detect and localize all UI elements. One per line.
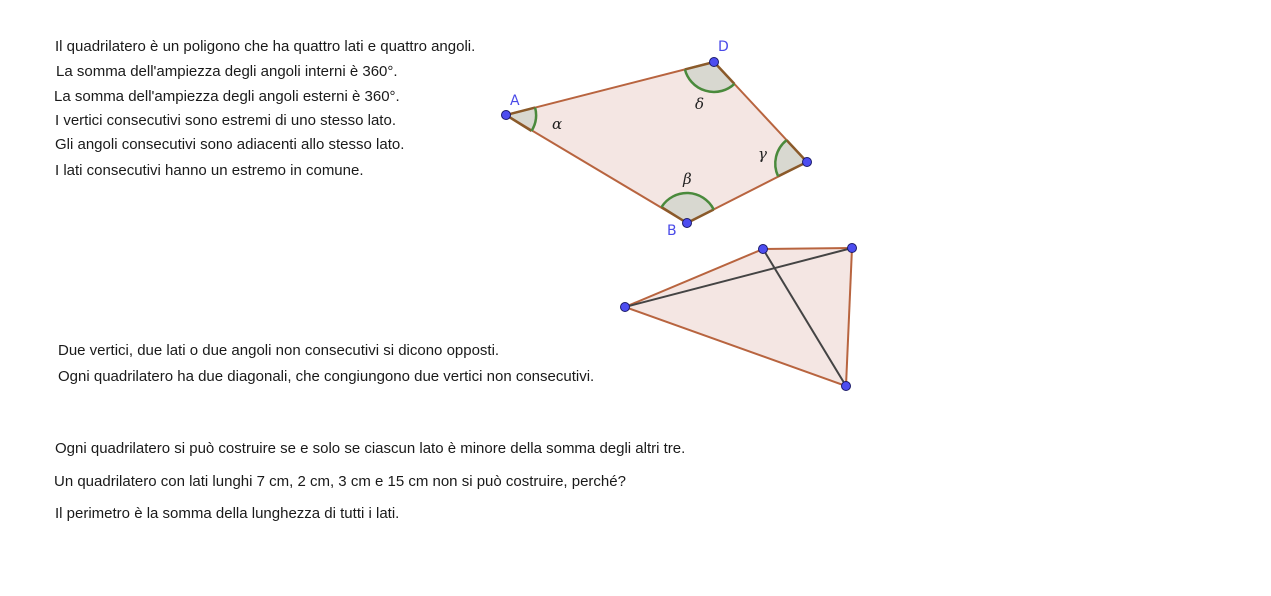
vertex-2-3[interactable] <box>848 244 857 253</box>
vertex-c[interactable] <box>803 158 812 167</box>
quadrilateral-abcd <box>502 39 812 239</box>
vertex-b[interactable] <box>683 219 692 228</box>
vertex-2-1[interactable] <box>621 303 630 312</box>
text-consecutive-angles: Gli angoli consecutivi sono adiacenti allo stesso lato. <box>55 136 405 153</box>
text-consecutive-vertices: I vertici consecutivi sono estremi di uno stesso lato. <box>55 112 396 129</box>
angle-label-gamma: γ <box>758 145 767 163</box>
angle-label-alpha: α <box>552 115 563 133</box>
vertex-2-2[interactable] <box>759 245 768 254</box>
text-perimeter-definition: Il perimetro è la somma della lunghezza di tutti i lati. <box>55 505 400 522</box>
vertex-label-b: B <box>667 223 677 239</box>
vertex-label-d: D <box>718 39 729 55</box>
side-2-2 <box>763 248 852 249</box>
quadrilateral-2-fill <box>625 248 852 386</box>
text-construction-question: Un quadrilatero con lati lunghi 7 cm, 2 cm, 3 cm e 15 cm non si può costruire, perché? <box>54 473 626 490</box>
vertex-d[interactable] <box>710 58 719 67</box>
angle-label-beta: β <box>683 170 692 188</box>
angle-label-delta: δ <box>695 95 705 113</box>
vertex-label-a: A <box>510 93 520 109</box>
text-opposite-elements: Due vertici, due lati o due angoli non consecutivi si dicono opposti. <box>58 342 500 359</box>
text-quadrilateral-definition: Il quadrilatero è un poligono che ha quattro lati e quattro angoli. <box>55 38 476 55</box>
text-diagonals: Ogni quadrilatero ha due diagonali, che congiungono due vertici non consecutivi. <box>58 368 595 385</box>
text-construction-condition: Ogni quadrilatero si può costruire se e solo se ciascun lato è minore della somma degli altri tre. <box>55 440 686 457</box>
quadrilateral-with-diagonals <box>621 244 857 391</box>
vertex-a[interactable] <box>502 111 511 120</box>
text-interior-angles-sum: La somma dell'ampiezza degli angoli interni è 360°. <box>56 63 398 80</box>
vertex-2-4[interactable] <box>842 382 851 391</box>
text-consecutive-sides: I lati consecutivi hanno un estremo in comune. <box>55 162 364 179</box>
text-exterior-angles-sum: La somma dell'ampiezza degli angoli esterni è 360°. <box>54 88 400 105</box>
